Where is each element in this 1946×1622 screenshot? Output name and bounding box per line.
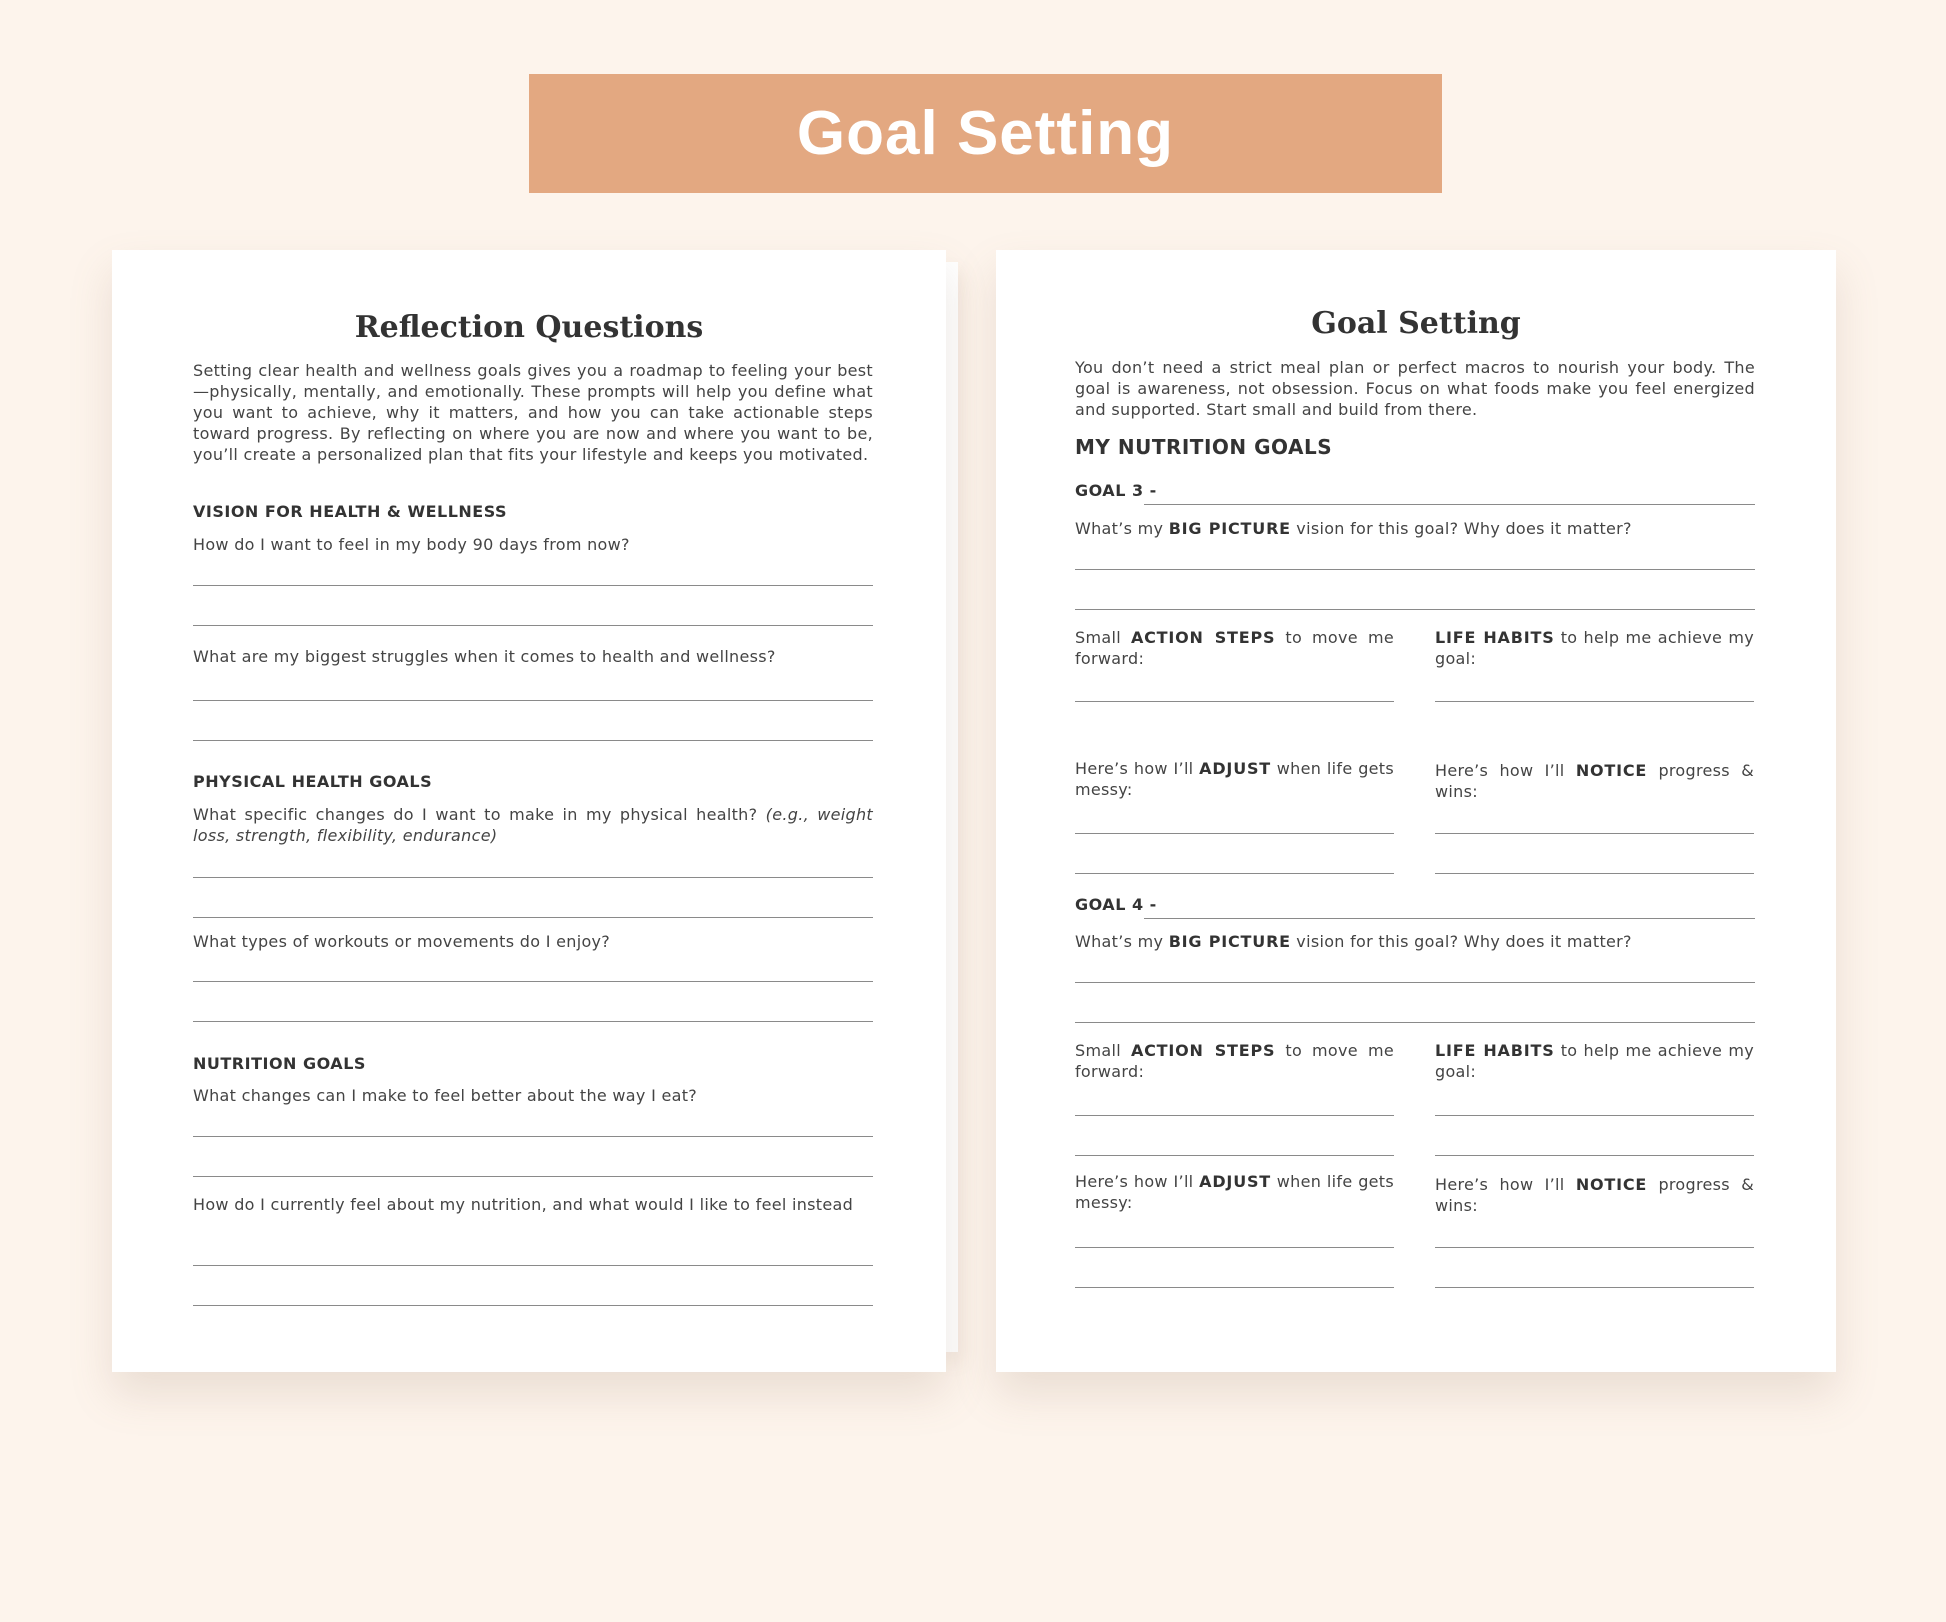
answer-line[interactable]	[1075, 1247, 1394, 1248]
goal-title-line[interactable]	[1144, 918, 1755, 919]
reflection-questions-page	[112, 250, 946, 1372]
goal-setting-page	[996, 250, 1836, 1372]
question-workouts-enjoy: What types of workouts or movements do I enjoy?	[193, 932, 611, 951]
question-notice: Here’s how I’ll NOTICE progress & wins:	[1435, 1175, 1754, 1215]
banner-title: Goal Setting	[796, 99, 1175, 168]
answer-line[interactable]	[1075, 1287, 1394, 1288]
answer-line[interactable]	[193, 1305, 873, 1306]
question-nutrition-feel: How do I currently feel about my nutrition, and what would I like to feel instead	[193, 1195, 854, 1214]
question-eat-better: What changes can I make to feel better about the way I eat?	[193, 1086, 698, 1105]
answer-line[interactable]	[1075, 873, 1394, 874]
answer-line[interactable]	[1075, 701, 1394, 702]
answer-line[interactable]	[193, 981, 873, 982]
question-adjust: Here’s how I’ll ADJUST when life gets messy:	[1075, 1172, 1394, 1212]
question-adjust: Here’s how I’ll ADJUST when life gets messy:	[1075, 759, 1394, 799]
answer-line[interactable]	[193, 917, 873, 918]
goal-title-line[interactable]	[1144, 504, 1755, 505]
answer-line[interactable]	[193, 1021, 873, 1022]
question-life-habits: LIFE HABITS to help me achieve my goal:	[1435, 628, 1754, 668]
question-text: What specific changes do I want to make in my physical health?	[193, 805, 758, 824]
answer-line[interactable]	[193, 877, 873, 878]
answer-line[interactable]	[1435, 1115, 1754, 1116]
question-feel-90-days: How do I want to feel in my body 90 days from now?	[193, 535, 630, 554]
question-examples: (e.g., weight loss, strength, flexibility, endurance)	[193, 805, 873, 845]
answer-line[interactable]	[1075, 1155, 1394, 1156]
answer-line[interactable]	[193, 1136, 873, 1137]
section-heading-nutrition: NUTRITION GOALS	[193, 1054, 366, 1073]
answer-line[interactable]	[1435, 1287, 1754, 1288]
answer-line[interactable]	[1435, 701, 1754, 702]
question-notice: Here’s how I’ll NOTICE progress & wins:	[1435, 761, 1754, 801]
answer-line[interactable]	[193, 700, 873, 701]
answer-line[interactable]	[193, 585, 873, 586]
section-heading-vision: VISION FOR HEALTH & WELLNESS	[193, 502, 508, 521]
section-heading-physical: PHYSICAL HEALTH GOALS	[193, 772, 433, 791]
answer-line[interactable]	[1075, 1022, 1755, 1023]
page-title: Reflection Questions	[354, 310, 704, 345]
question-big-picture: What’s my BIG PICTURE vision for this goal? Why does it matter?	[1075, 932, 1632, 951]
answer-line[interactable]	[1435, 1247, 1754, 1248]
section-heading-nutrition-goals: MY NUTRITION GOALS	[1075, 435, 1333, 459]
goal-label: GOAL 3 -	[1075, 481, 1157, 500]
question-action-steps: Small ACTION STEPS to move me forward:	[1075, 628, 1394, 668]
answer-line[interactable]	[193, 740, 873, 741]
answer-line[interactable]	[1435, 1155, 1754, 1156]
question-physical-changes	[193, 804, 873, 846]
page-title: Goal Setting	[1311, 306, 1521, 341]
answer-line[interactable]	[1075, 609, 1755, 610]
title-banner	[529, 74, 1442, 193]
answer-line[interactable]	[1435, 833, 1754, 834]
goal-label: GOAL 4 -	[1075, 895, 1157, 914]
question-action-steps: Small ACTION STEPS to move me forward:	[1075, 1041, 1394, 1081]
answer-line[interactable]	[193, 1176, 873, 1177]
intro-paragraph: You don’t need a strict meal plan or perfect macros to nourish your body. The goal is awareness, not obsession. Focus on what foods make you feel energized and supported. Start small and build from there.	[1075, 358, 1755, 419]
question-biggest-struggles: What are my biggest struggles when it comes to health and wellness?	[193, 647, 776, 666]
answer-line[interactable]	[1075, 833, 1394, 834]
answer-line[interactable]	[1435, 873, 1754, 874]
answer-line[interactable]	[1075, 1115, 1394, 1116]
answer-line[interactable]	[1075, 982, 1755, 983]
answer-line[interactable]	[193, 1265, 873, 1266]
answer-line[interactable]	[1075, 569, 1755, 570]
question-life-habits: LIFE HABITS to help me achieve my goal:	[1435, 1041, 1754, 1081]
intro-paragraph: Setting clear health and wellness goals gives you a roadmap to feeling your best—physically, mentally, and emotionally. These prompts will help you define what you want to achieve, why it matters, and how you can take actionable steps toward progress. By reflecting on where you are now and where you want to be, you’ll create a personalized plan that fits your lifestyle and keeps you motivated.	[193, 361, 873, 464]
answer-line[interactable]	[193, 625, 873, 626]
question-big-picture: What’s my BIG PICTURE vision for this goal? Why does it matter?	[1075, 519, 1632, 538]
